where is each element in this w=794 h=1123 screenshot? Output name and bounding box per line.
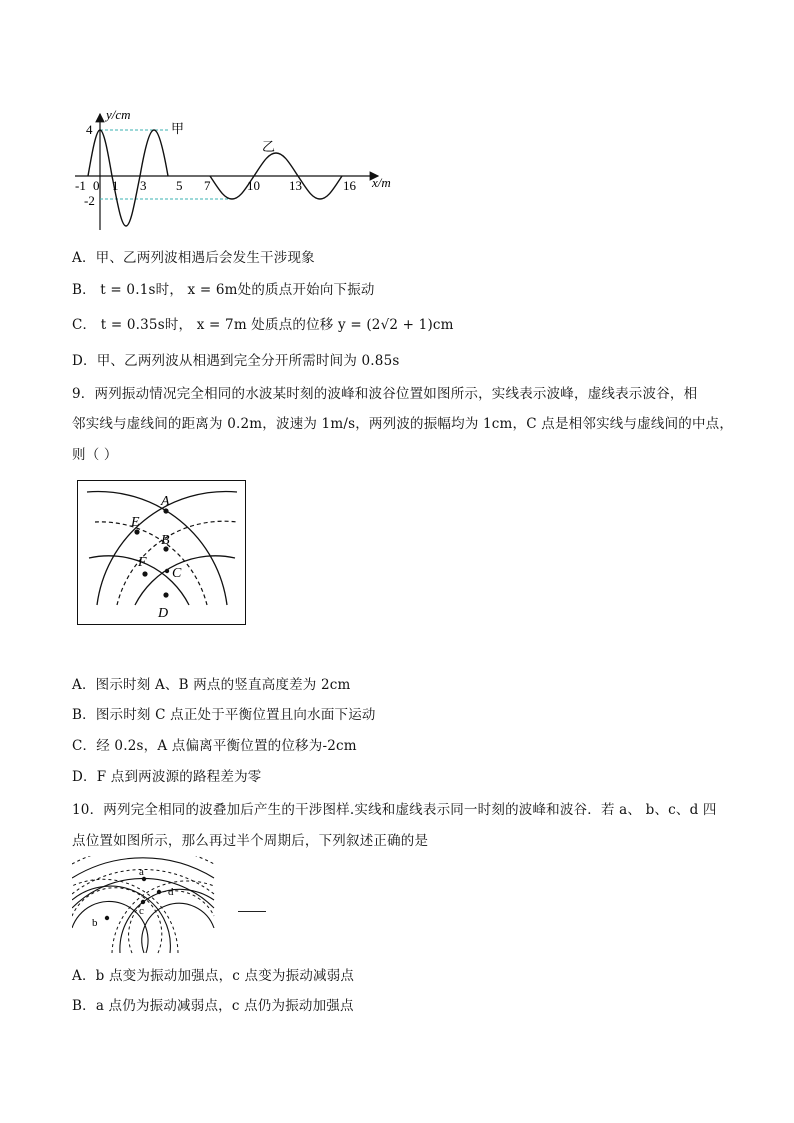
- q9-stem-line3: 则（ ）: [72, 447, 118, 463]
- q10-option-a: A．b 点变为振动加强点，c 点变为振动减弱点: [72, 968, 355, 984]
- point-e-label: E: [131, 515, 140, 530]
- x-tick-3: 3: [140, 178, 147, 193]
- q9-option-a: A．图示时刻 A、B 两点的竖直高度差为 2cm: [72, 677, 351, 693]
- x-tick-7: 7: [204, 178, 211, 193]
- wave-graph: [70, 108, 410, 236]
- interference-figure: [72, 856, 222, 954]
- q10-stem-line1: 10．两列完全相同的波叠加后产生的干涉图样.实线和虚线表示同一时刻的波峰和波谷．若 a、 b、c、d 四: [72, 802, 717, 818]
- x-tick-0: 0: [93, 178, 100, 193]
- y-axis-label: y/cm: [106, 108, 131, 122]
- q10-stem-line2: 点位置如图所示，那么再过半个周期后，下列叙述正确的是: [72, 833, 429, 849]
- x-tick-10: 10: [247, 178, 260, 193]
- q9-stem-line1: 9．两列振动情况完全相同的水波某时刻的波峰和波谷位置如图所示，实线表示波峰，虚线表示波谷，相: [72, 386, 698, 402]
- wave-yi-label: 乙: [262, 139, 276, 154]
- y-tick-4: 4: [86, 122, 93, 137]
- point-c-label: c: [139, 905, 144, 917]
- point-c-dot: [141, 900, 145, 904]
- point-c-label: C: [172, 566, 182, 581]
- water-wave-figure: [77, 480, 247, 626]
- q8-option-a: A．甲、乙两列波相遇后会发生干涉现象: [72, 250, 315, 266]
- x-tick-minus1: -1: [75, 178, 86, 193]
- wave-graph-figure: [70, 108, 410, 236]
- q9-option-c: C．经 0.2s，A 点偏离平衡位置的位移为-2cm: [72, 738, 357, 754]
- q8-option-d: D．甲、乙两列波从相遇到完全分开所需时间为 0.85s: [72, 353, 400, 369]
- point-b-label: B: [161, 533, 170, 548]
- wave-jia-label: 甲: [171, 121, 185, 136]
- point-d-label: D: [158, 606, 169, 621]
- answer-blank-line: [238, 911, 266, 912]
- point-e-dot: [134, 529, 139, 534]
- interference-diagram: [72, 856, 222, 954]
- x-tick-5: 5: [176, 178, 183, 193]
- q10-option-b: B．a 点仍为振动减弱点，c 点仍为振动加强点: [72, 998, 354, 1014]
- point-b-dot: [105, 916, 109, 920]
- q9-option-d: D．F 点到两波源的路程差为零: [72, 769, 262, 785]
- water-wave-diagram: [77, 480, 247, 626]
- point-d-dot: [163, 592, 168, 597]
- point-f-label: F: [138, 555, 147, 570]
- point-a-label: a: [139, 866, 144, 878]
- x-tick-16: 16: [343, 178, 356, 193]
- q9-option-b: B．图示时刻 C 点正处于平衡位置且向水面下运动: [72, 707, 376, 723]
- x-tick-13: 13: [289, 178, 302, 193]
- point-b-label: b: [92, 917, 98, 929]
- x-tick-1: 1: [112, 178, 119, 193]
- point-d-dot: [157, 890, 161, 894]
- q9-stem-line2: 邻实线与虚线间的距离为 0.2m，波速为 1m/s，两列波的振幅均为 1cm，C 点是相邻实线与虚线间的中点，: [72, 416, 734, 432]
- point-c-dot: [165, 569, 169, 573]
- point-a-dot: [163, 508, 168, 513]
- y-tick-minus2: -2: [84, 193, 95, 208]
- point-f-dot: [142, 571, 147, 576]
- x-axis-label: x/m: [372, 175, 391, 190]
- point-a-label: A: [161, 494, 170, 509]
- point-d-label: d: [168, 886, 174, 898]
- q8-option-b: B． t = 0.1s时， x = 6m处的质点开始向下振动: [72, 282, 375, 298]
- q8-option-c: C． t = 0.35s时， x = 7m 处质点的位移 y = (2√2 + 1)cm: [72, 317, 454, 333]
